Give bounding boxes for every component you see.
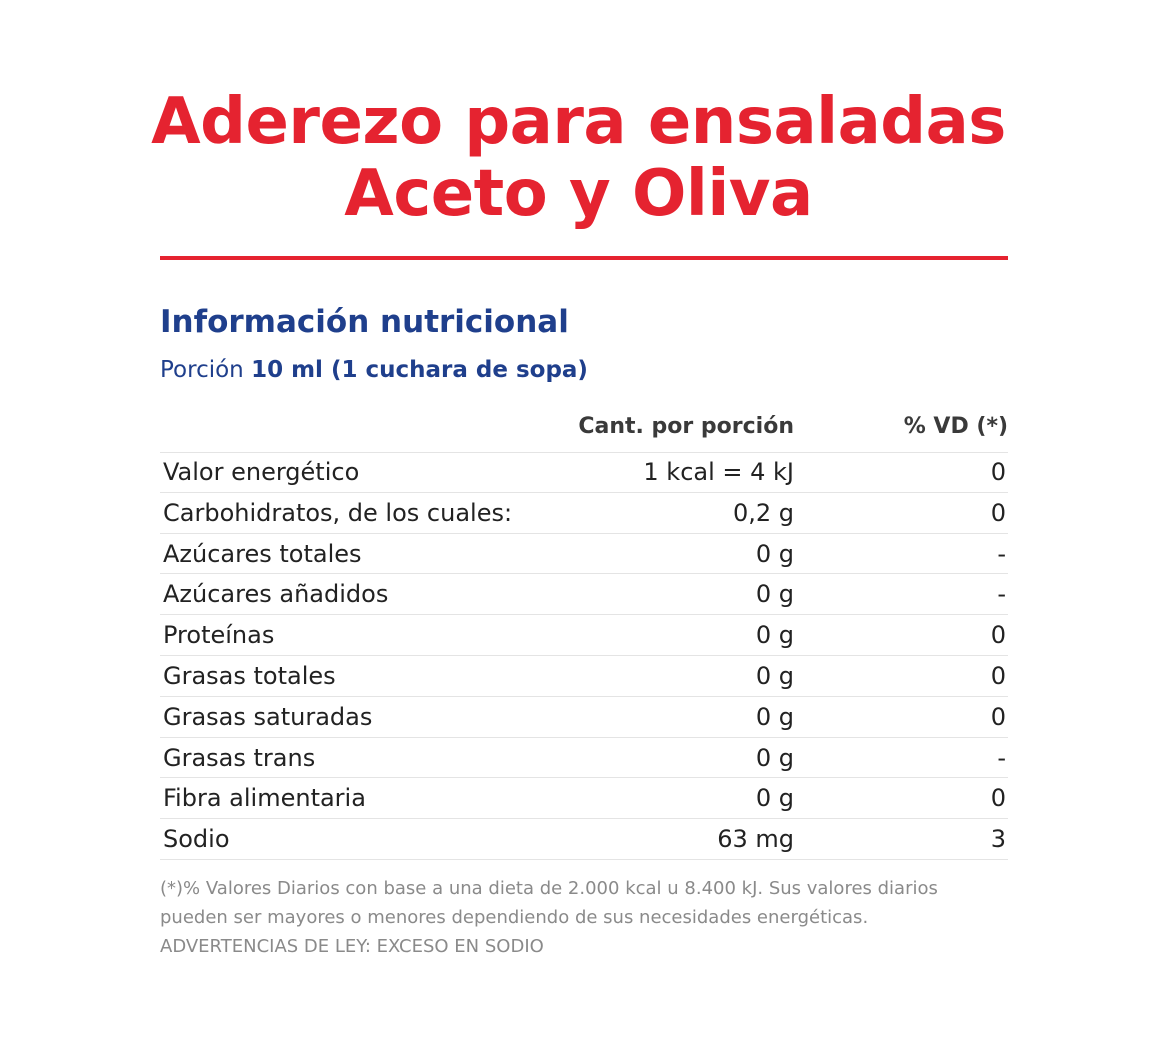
table-row <box>160 656 1008 697</box>
legal-warning: ADVERTENCIAS DE LEY: EXCESO EN SODIO <box>160 936 544 957</box>
nutrient-amount: 0,2 g <box>732 498 794 527</box>
nutrient-amount: 0 g <box>755 702 794 731</box>
nutrient-name: Proteínas <box>163 621 275 650</box>
product-title-line2: Aceto y Oliva <box>344 157 813 231</box>
table-row <box>160 697 1008 738</box>
portion-label: Porción <box>160 357 244 383</box>
nutrition-table <box>160 452 1008 860</box>
footnote <box>160 874 1008 961</box>
table-row <box>160 738 1008 779</box>
table-row <box>160 615 1008 656</box>
nutrient-vd: 0 <box>990 621 1006 650</box>
nutrient-vd: - <box>997 743 1006 772</box>
column-header-amount: Cant. por porción <box>578 414 794 439</box>
nutrition-table-header <box>160 404 1008 453</box>
nutrient-vd: 0 <box>990 702 1006 731</box>
title-divider <box>160 256 1008 260</box>
nutrient-name: Fibra alimentaria <box>163 784 366 813</box>
table-row <box>160 574 1008 615</box>
nutrient-name: Azúcares añadidos <box>163 580 389 609</box>
column-header-vd: % VD (*) <box>903 414 1008 439</box>
footnote-line1: (*)% Valores Diarios con base a una dieta de 2.000 kcal u 8.400 kJ. Sus valores diarios <box>160 878 938 899</box>
table-row <box>160 819 1008 860</box>
nutrient-amount: 0 g <box>755 661 794 690</box>
nutrient-amount: 0 g <box>755 580 794 609</box>
nutrient-vd: 0 <box>990 784 1006 813</box>
product-title-line1: Aderezo para ensaladas <box>151 85 1006 159</box>
nutrient-amount: 0 g <box>755 621 794 650</box>
nutrient-amount: 63 mg <box>717 825 794 854</box>
table-row <box>160 452 1008 493</box>
nutrient-vd: - <box>997 539 1006 568</box>
nutrient-name: Azúcares totales <box>163 539 362 568</box>
nutrient-vd: - <box>997 580 1006 609</box>
nutrient-amount: 1 kcal = 4 kJ <box>643 458 794 486</box>
portion-info <box>160 353 588 387</box>
nutrient-name: Grasas saturadas <box>163 702 373 731</box>
nutrient-vd: 0 <box>990 661 1006 690</box>
nutrient-name: Valor energético <box>163 458 360 486</box>
nutrient-name: Grasas trans <box>163 743 316 772</box>
nutrient-name: Sodio <box>163 825 230 854</box>
nutrient-amount: 0 g <box>755 784 794 813</box>
nutrient-vd: 0 <box>990 498 1006 527</box>
nutrient-amount: 0 g <box>755 743 794 772</box>
nutrient-name: Carbohidratos, de los cuales: <box>163 498 513 527</box>
footnote-line2: pueden ser mayores o menores dependiendo de sus necesidades energéticas. <box>160 907 869 928</box>
portion-value: 10 ml (1 cuchara de sopa) <box>251 357 588 383</box>
nutrient-vd: 0 <box>990 458 1006 486</box>
nutrition-heading: Información nutricional <box>160 304 569 340</box>
nutrient-vd: 3 <box>990 825 1006 854</box>
nutrient-amount: 0 g <box>755 539 794 568</box>
table-row <box>160 493 1008 534</box>
table-row <box>160 534 1008 575</box>
nutrient-name: Grasas totales <box>163 661 336 690</box>
table-row <box>160 778 1008 819</box>
